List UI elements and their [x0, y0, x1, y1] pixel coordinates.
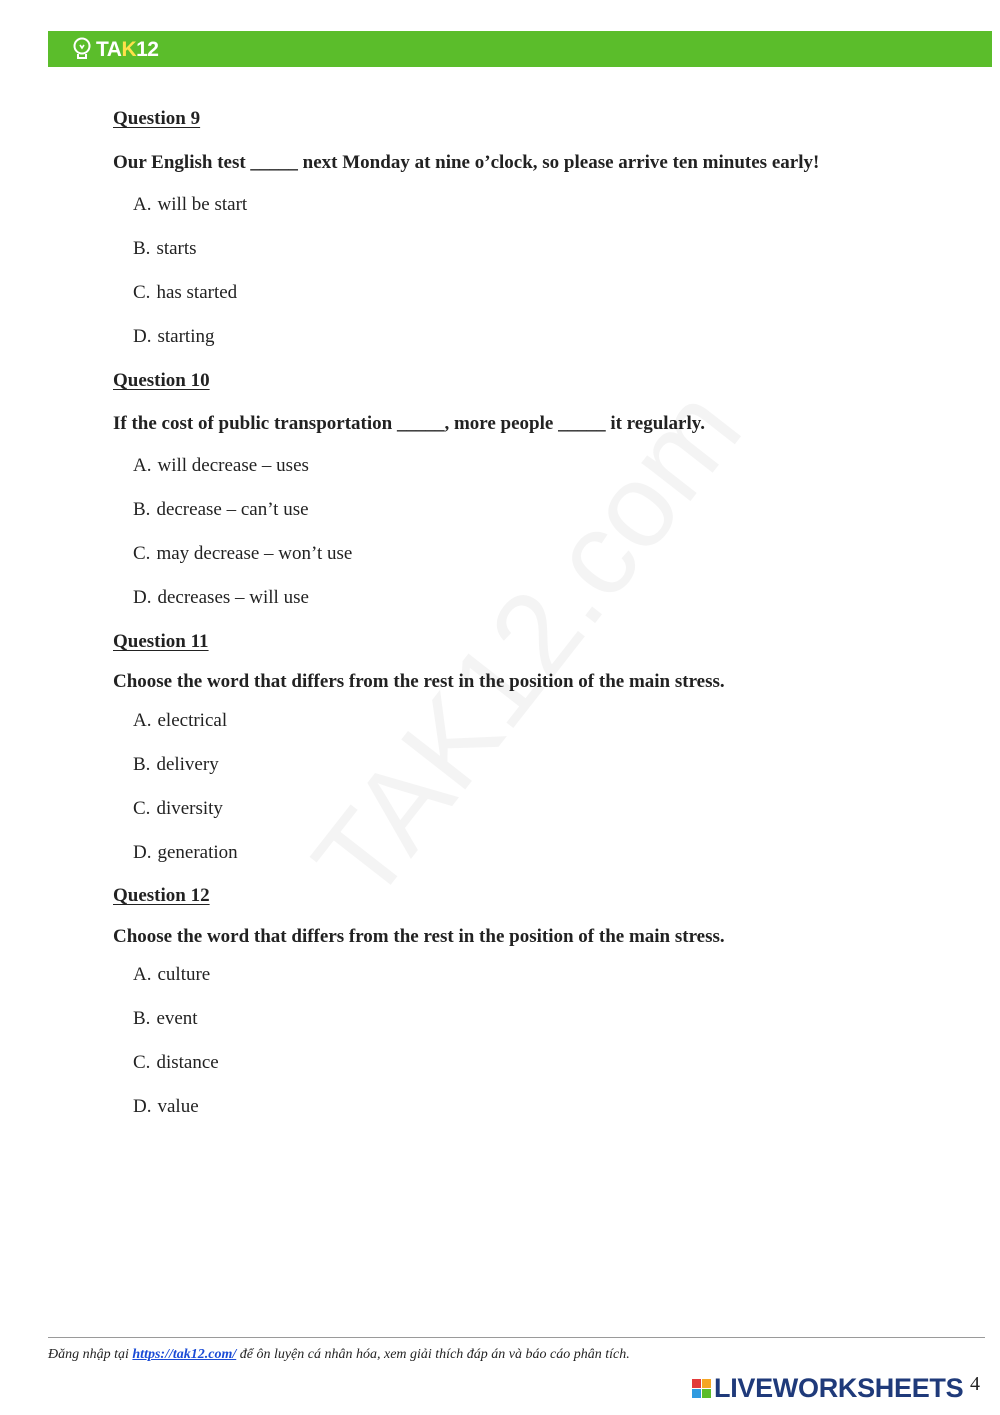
watermark [287, 370, 764, 927]
footer-divider [48, 1337, 985, 1338]
question-12-option-c[interactable]: C. distance [133, 1052, 219, 1073]
tak12-link[interactable]: https://tak12.com/ [132, 1347, 237, 1362]
question-10-stem: If the cost of public transportation _____, more people _____ it regularly. [113, 413, 705, 434]
question-9-option-a[interactable]: A. will be start [133, 194, 248, 215]
question-9-title: Question 9 [113, 108, 201, 129]
question-12-option-d[interactable]: D. value [133, 1096, 199, 1117]
question-12-option-a[interactable]: A. culture [133, 964, 211, 985]
question-11-option-d[interactable]: D. generation [133, 842, 238, 863]
header-bar [48, 31, 992, 67]
question-9-option-c[interactable]: C. has started [133, 282, 238, 303]
question-9-option-d[interactable]: D. starting [133, 326, 215, 347]
question-10-option-d[interactable]: D. decreases – will use [133, 587, 309, 608]
question-11-stem: Choose the word that differs from the rest in the position of the main stress. [113, 671, 725, 692]
question-10-title: Question 10 [113, 370, 210, 391]
question-10-option-b[interactable]: B. decrease – can’t use [133, 499, 309, 520]
question-12-stem: Choose the word that differs from the rest in the position of the main stress. [113, 926, 725, 947]
question-11-option-b[interactable]: B. delivery [133, 754, 219, 775]
liveworksheets-logo[interactable] [692, 1375, 963, 1402]
question-9-option-b[interactable]: B. starts [133, 238, 197, 259]
question-11-option-c[interactable]: C. diversity [133, 798, 223, 819]
liveworksheets-blocks-icon [692, 1379, 711, 1398]
page-number: 4 [970, 1373, 980, 1395]
question-10-option-a[interactable]: A. will decrease – uses [133, 455, 309, 476]
logo-text: TAK12 [96, 37, 159, 61]
question-11-title: Question 11 [113, 631, 209, 652]
question-9-stem: Our English test _____ next Monday at nine o’clock, so please arrive ten minutes early! [113, 152, 820, 173]
footer-note: Đăng nhập tại https://tak12.com/ để ôn luyện cá nhân hóa, xem giải thích đáp án và báo cáo phân tích. [48, 1347, 630, 1362]
tak12-logo[interactable] [72, 35, 158, 63]
question-11-option-a[interactable]: A. electrical [133, 710, 228, 731]
question-12-option-b[interactable]: B. event [133, 1008, 198, 1029]
question-12-title: Question 12 [113, 885, 210, 906]
lightbulb-icon [72, 37, 94, 61]
liveworksheets-text: LIVEWORKSHEETS [714, 1373, 964, 1403]
question-10-option-c[interactable]: C. may decrease – won’t use [133, 543, 353, 564]
